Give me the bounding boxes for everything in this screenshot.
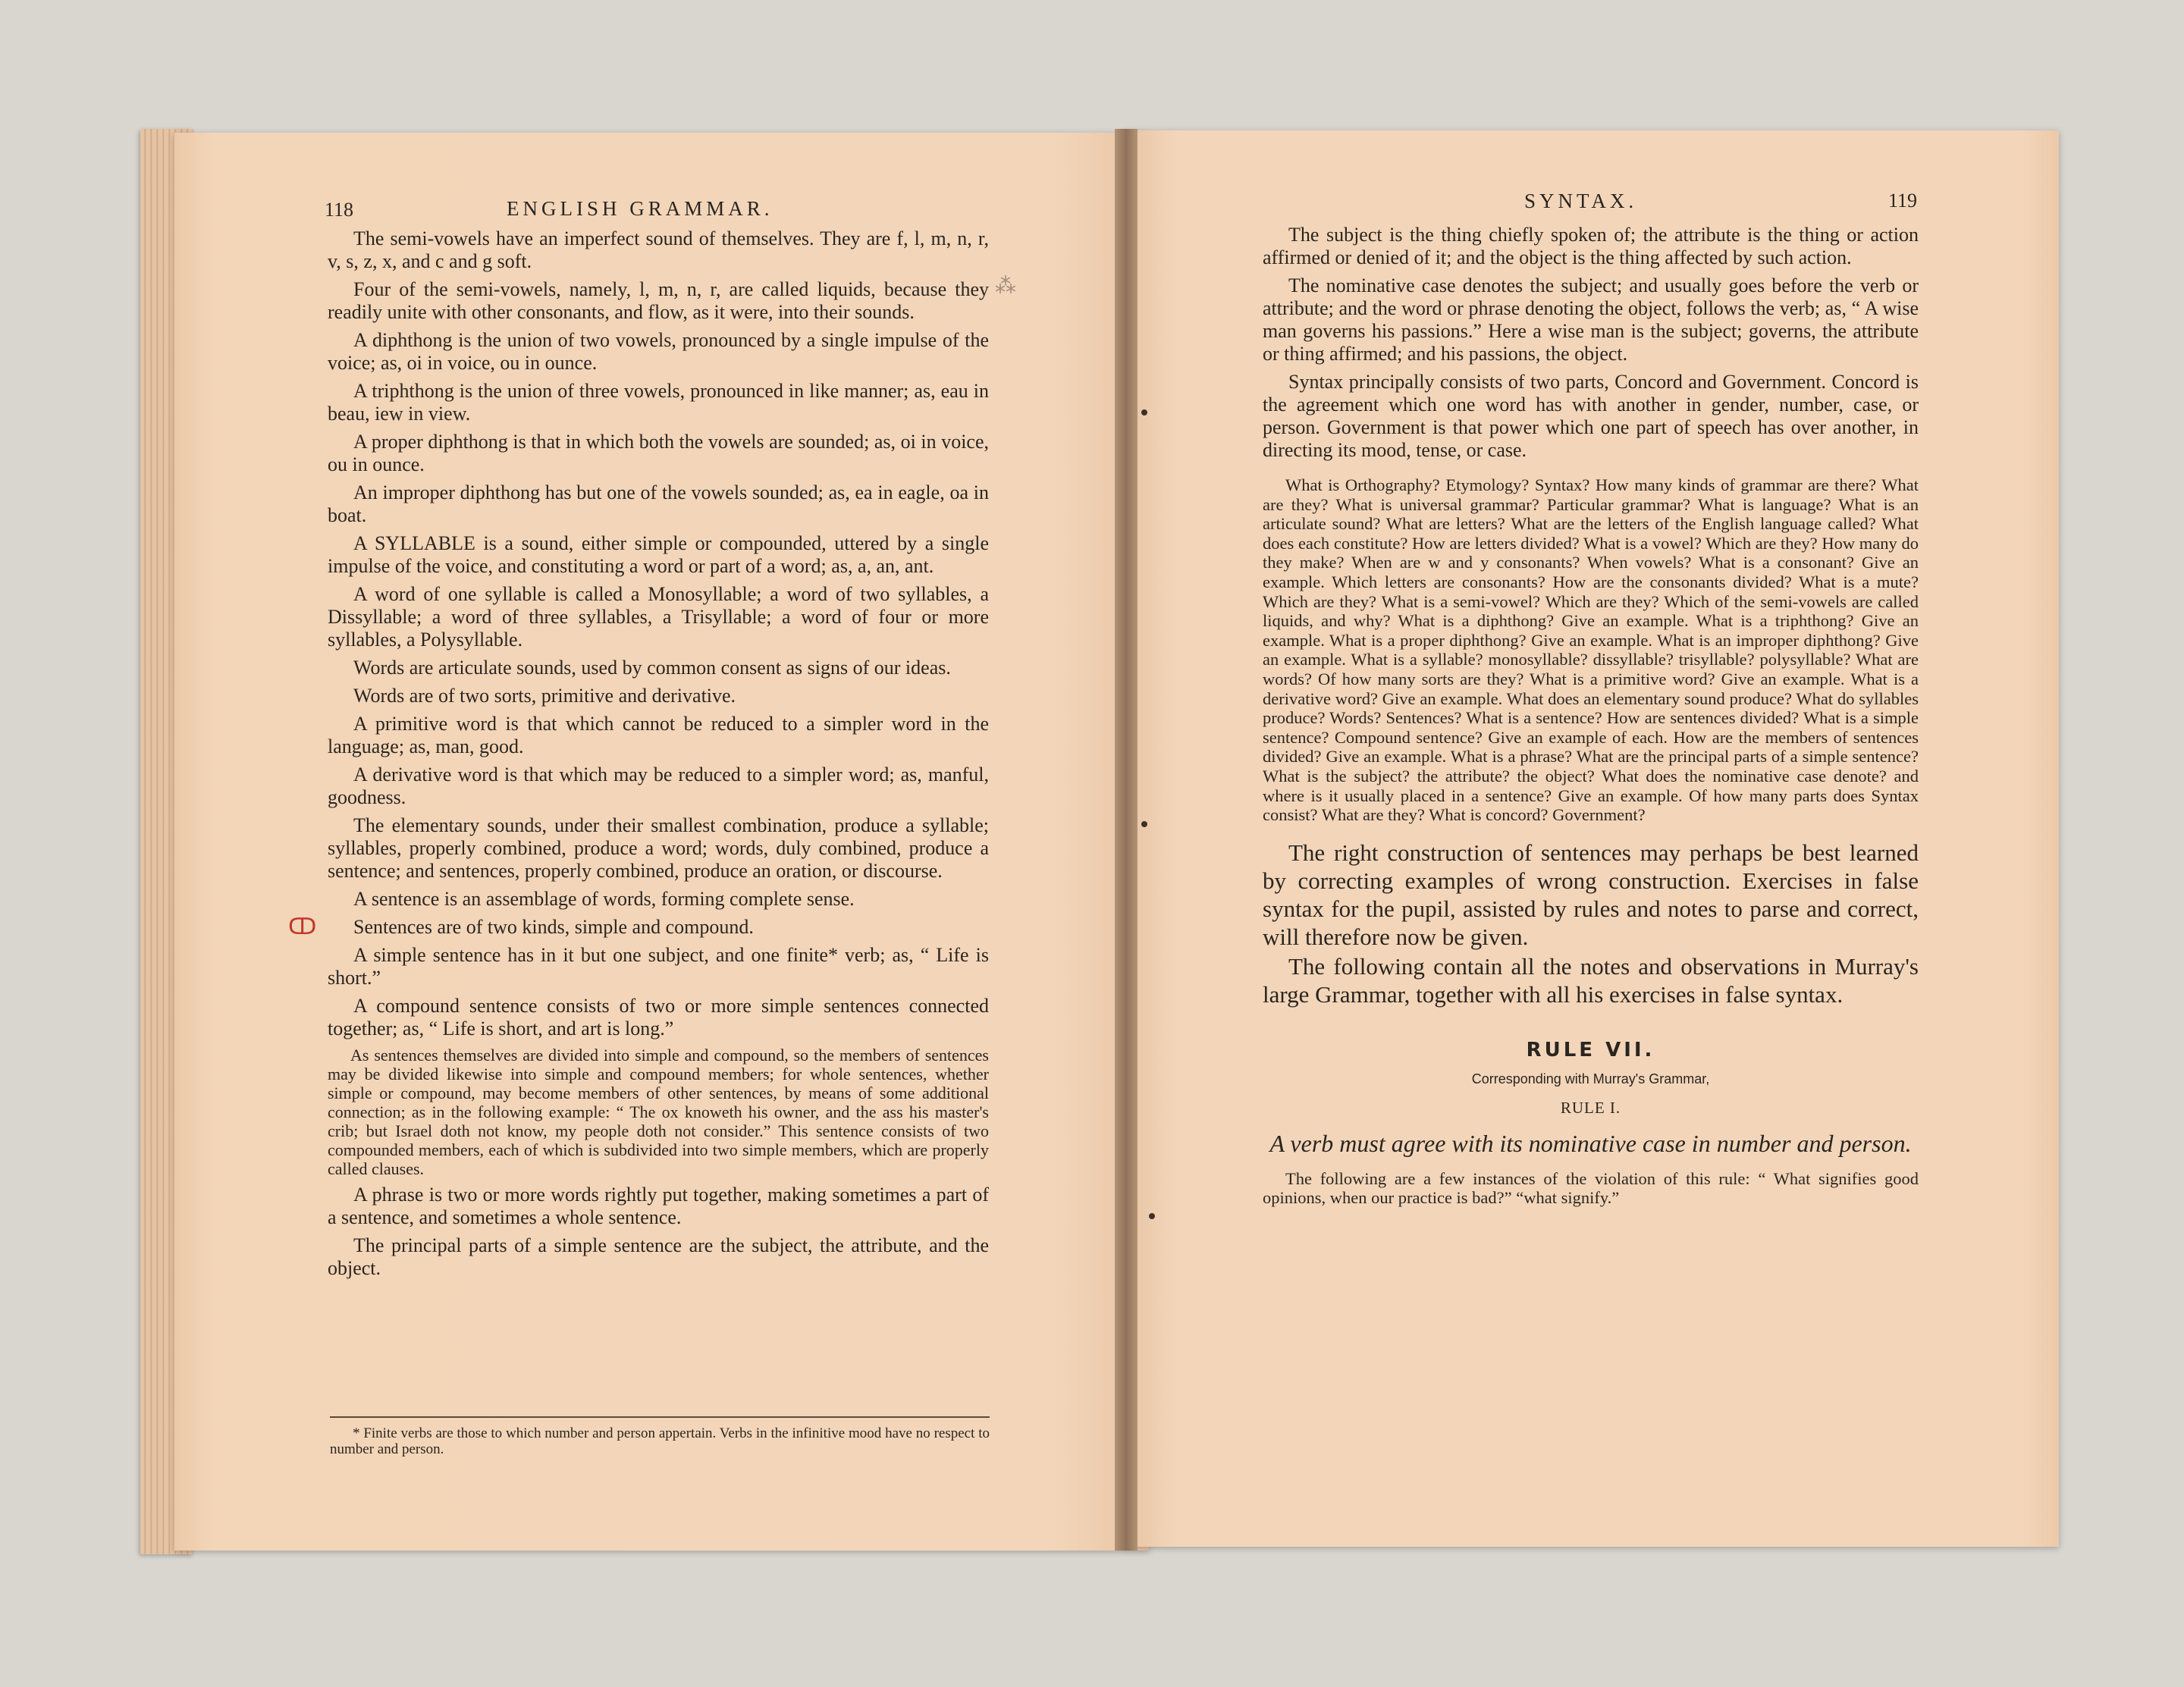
pencil-annotation: ⁂ bbox=[995, 274, 1016, 298]
paragraph: A phrase is two or more words rightly put together, making sometimes a part of a sentence, and sometimes a whole sentence. bbox=[328, 1184, 989, 1228]
paragraph: A compound sentence consists of two or more simple sentences connected together; as, “ Life is short, and art is long.” bbox=[328, 995, 989, 1039]
book-gutter bbox=[1115, 129, 1138, 1551]
large-print-section bbox=[1263, 839, 1919, 1008]
paragraph: The semi-vowels have an imperfect sound of themselves. They are f, l, m, n, r, v, s, z, x, and c and g soft. bbox=[328, 227, 989, 272]
paragraph: As sentences themselves are divided into simple and compound, so the members of sentences may be divided likewise into simple and compound members; for whole sentences, whether simple or compound, may become members of other sentences, by means of some additional connection; as in the following example: “ The ox knoweth his owner, and the ass his master's crib; but Israel doth not know, my people doth not consider.” This sentence consists of two compounded members, each of which is subdivided into two simple members, which are properly called clauses. bbox=[328, 1046, 989, 1178]
review-questions: What is Orthography? Etymology? Syntax? How many kinds of grammar are there? What are they? What is universal grammar? Particular grammar? What is language? What is an articulate sound? What are letters? What are the letters of the English language called? What does each constitute? How are letters divided? What is a vowel? Which are they? How many do they make? When are w and y consonants? When vowels? What is a consonant? Give an example. Which letters are consonants? How are the consonants divided? What is a mute? Which are they? What is a semi-vowel? Which are they? Which of the semi-vowels are called liquids, and why? What is a diphthong? Give an example. What is a triphthong? Give an example. What is a proper diphthong? Give an example. What is an improper diphthong? Give an example. What is a syllable? monosyllable? dissyllable? trisyllable? polysyllable? What are words? Of how many sorts are they? What is a primitive word? Give an example. What is a derivative word? Give an example. What does an elementary sound produce? What do syllables produce? Words? Sentences? What is a sentence? How are sentences divided? What is a simple sentence? Compound sentence? Give an example of each. How are the members of sentences divided? Give an example. What is a phrase? What are the principal parts of a simple sentence? What is the subject? the attribute? the object? What does the nominative case denote? and where is it usually placed in a sentence? Give an example. Of how many parts does Syntax consist? What are they? What is concord? Government? bbox=[1263, 475, 1919, 825]
right-page-text bbox=[1263, 224, 1919, 1212]
footnote: * Finite verbs are those to which number and person appertain. Verbs in the infinitive mood have no respect to number and person. bbox=[330, 1425, 990, 1457]
paragraph: A triphthong is the union of three vowels, pronounced in like manner; as, eau in beau, iew in view. bbox=[328, 380, 989, 425]
paragraph: Words are of two sorts, primitive and derivative. bbox=[353, 685, 736, 707]
stitch-hole bbox=[1141, 821, 1147, 827]
left-running-head: ENGLISH GRAMMAR. bbox=[507, 197, 774, 220]
paragraph: A derivative word is that which may be reduced to a simpler word; as, manful, goodness. bbox=[328, 764, 989, 808]
right-running-head: SYNTAX. bbox=[1524, 190, 1638, 212]
paragraph: Words are articulate sounds, used by common consent as signs of our ideas. bbox=[353, 657, 951, 679]
right-page-number: 119 bbox=[1888, 190, 1918, 212]
paragraph: A word of one syllable is called a Monosyllable; a word of two syllables, a Dissyllable; a word of three syllables, a Trisyllable; a word of four or more syllables, a Polysyllable. bbox=[328, 583, 989, 651]
paragraph: Four of the semi-vowels, namely, l, m, n, r, are called liquids, because they readily unite with other consonants, and flow, as it were, into their sounds. bbox=[328, 278, 989, 323]
paragraph: The principal parts of a simple sentence are the subject, the attribute, and the object. bbox=[328, 1234, 989, 1279]
left-page-number: 118 bbox=[325, 199, 354, 221]
stitch-hole bbox=[1149, 1213, 1155, 1219]
rule-number: RULE I. bbox=[1560, 1098, 1621, 1117]
paragraph: The elementary sounds, under their smallest combination, produce a syllable; syllables, properly combined, produce a word; words, duly combined, produce a sentence; and sentences, properly combined, produce an oration, or discourse. bbox=[328, 814, 989, 882]
stitch-hole bbox=[1141, 409, 1147, 415]
paragraph: Sentences are of two kinds, simple and compound. bbox=[353, 916, 754, 938]
paragraph: A primitive word is that which cannot be reduced to a simpler word in the language; as, man, good. bbox=[328, 713, 989, 757]
red-annotation: ↀ bbox=[288, 914, 317, 939]
paragraph: An improper diphthong has but one of the vowels sounded; as, ea in eagle, oa in boat. bbox=[328, 481, 989, 526]
left-page-text bbox=[328, 227, 989, 1285]
paragraph: A diphthong is the union of two vowels, pronounced by a single impulse of the voice; as, oi in voice, ou in ounce. bbox=[328, 329, 989, 374]
footnote-rule bbox=[330, 1416, 990, 1418]
paragraph: Syntax principally consists of two parts, Concord and Government. Concord is the agreement which one word has with another in gender, number, case, or person. Government is that power which one part of speech has over another, in directing its mood, tense, or case. bbox=[1263, 371, 1919, 461]
paragraph: The right construction of sentences may perhaps be best learned by correcting examples of wrong construction. Exercises in false syntax for the pupil, assisted by rules and notes to parse and correct, will therefore now be given. bbox=[1263, 839, 1919, 950]
rule-subtitle: Corresponding with Murray's Grammar, bbox=[1471, 1071, 1710, 1087]
paragraph: The nominative case denotes the subject; and usually goes before the verb or attribute; and the word or phrase denoting the object, follows the verb; as, “ A wise man governs his passions.” Here a wise man is the subject; governs, the attribute or thing affirmed; and his passions, the object. bbox=[1263, 274, 1919, 365]
paragraph: A proper diphthong is that in which both the vowels are sounded; as, oi in voice, ou in ounce. bbox=[328, 431, 989, 475]
paragraph: The following contain all the notes and observations in Murray's large Grammar, together with all his exercises in false syntax. bbox=[1263, 952, 1919, 1008]
paragraph: A simple sentence has in it but one subject, and one finite* verb; as, “ Life is short.” bbox=[328, 944, 989, 989]
rule-title: RULE VII. bbox=[1526, 1038, 1655, 1061]
rule-example: The following are a few instances of the violation of this rule: “ What signifies good opinions, when our practice is bad?” “what signify.” bbox=[1263, 1168, 1919, 1207]
rule-text: A verb must agree with its nominative case in number and person. bbox=[1269, 1129, 1912, 1157]
paragraph: A sentence is an assemblage of words, forming complete sense. bbox=[353, 888, 855, 910]
small-print-note bbox=[328, 1046, 989, 1178]
paragraph: A SYLLABLE is a sound, either simple or compounded, uttered by a single impulse of the voice, and constituting a word or part of a word; as, a, an, ant. bbox=[328, 532, 989, 577]
paragraph: The subject is the thing chiefly spoken of; the attribute is the thing or action affirmed or denied of it; and the object is the thing affected by such action. bbox=[1263, 224, 1919, 268]
